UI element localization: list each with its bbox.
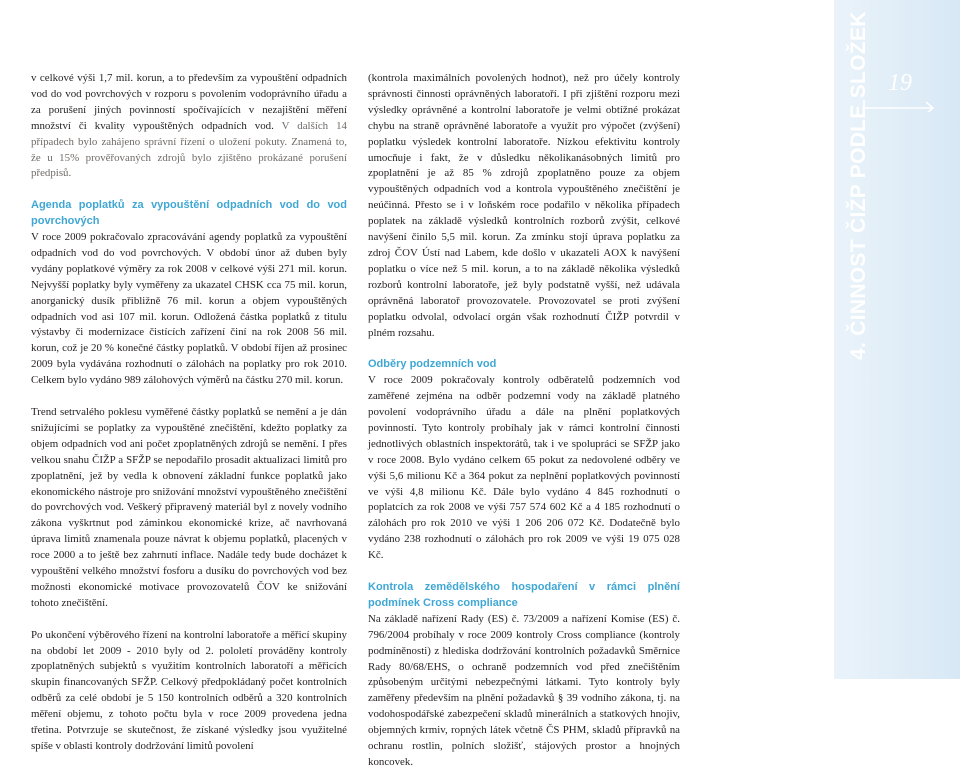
section-heading: Kontrola zemědělského hospodaření v rámci plnění podmínek Cross compliance [368, 580, 680, 609]
paragraph: Trend setrvalého poklesu vyměřené částky poplatků se nemění a je dán snižujícími se poplatky za vypouštěné znečištění, kdežto poplatky za objem odpadních vod ani počet zpoplatněných zdrojů se nemění. I přes velkou snahu ČIŽP a SFŽP se nepodařilo prosadit aktualizaci limitů pro zpoplatnění, jež by vedla k obnovení základní funkce poplatků jako ekonomického nástroje pro snižování množství vypouštěného znečištění do povrchových vod. Veškerý připravený materiál byl z novely vodního zákona vyškrtnut pod záminkou ekonomické krize, ač navrhovaná úprava limitů znamenala pouze návrat k objemu poplatků, placených v roce 2000 a to ještě bez zahrnutí inflace. Nadále tedy bude docházet k vypouštění velkého množství fosforu a dusíku do povrchových vod bez možnosti ekonomické motivace provozovatelů ČOV ke snižování tohoto znečištění. [31, 406, 347, 609]
paragraph-text-muted: V dalších 14 případech bylo zahájeno správní řízení o uložení pokuty. Znamená to, že u 15% prověřovaných zdrojů bylo zjištěno prokázané porušení předpisů. [31, 119, 347, 180]
paragraph: Po ukončení výběrového řízení na kontrolní laboratoře a měřicí skupiny na období let 2009 - 2010 byly od 2. pololetí prováděny kontroly zpoplatněných subjektů s využitím kontrolních laboratoří a měřicích skupin financovaných SFŽP. Celkový předpokládaný počet kontrolních odběrů za celé období je 5 150 kontrolních odběrů a 320 kontrolních měření objemu, z tohoto počtu byla v roce 2009 provedena jedna třetina. Potvrzuje se skutečnost, že získané výsledky jsou využitelné spíše v oblasti kontroly dodržování limitů povolení [31, 628, 347, 753]
left-column [31, 71, 347, 755]
right-column [368, 71, 680, 771]
paragraph-text: v celkové výši 1,7 mil. korun, a to především za vypouštění odpadních vod do vod povrchových v rozporu s povolením vodoprávního úřadu a za porušení jiných povinností spočívajících v nezajištění měření množství či kvality vypouštěných odpadních vod. [31, 72, 347, 132]
arrow-icon [862, 96, 940, 112]
paragraph: V roce 2009 pokračovalo zpracovávání agendy poplatků za vypouštění odpadních vod do vod povrchových. V období únor až duben byly vydány poplatkové výměry za rok 2008 v celkové výši 271 mil. korun. Nejvyšší poplatky byly vyměřeny za ukazatel CHSK cca 75 mil. korun, anorganický dusík přibližně 76 mil. korun a objem vypouštěných odpadních vod asi 107 mil. korun. Odložená částka poplatků z titulu výstavby či modernizace čistících zařízení činí na rok 2008 56 mil. korun, což je 20 % konečné částky poplatků. V období říjen až prosinec 2009 byla vydávána rozhodnutí o zálohách na poplatky pro rok 2010. Celkem bylo vydáno 989 zálohových výměrů na částku 270 mil. korun. [31, 231, 347, 387]
paragraph: V roce 2009 pokračovaly kontroly odběratelů podzemních vod zaměřené zejména na odběr podzemní vody na základě platného povolení vodoprávního úřadu a dále na plnění poplatkových povinností. Tyto kontroly probíhaly jak v rámci kontrolní činnosti jednotlivých oblastních inspektorátů, tak i ve spolupráci se SFŽP jako v roce 2008. Bylo vydáno celkem 65 pokut za nedovolené odběry ve výši 5,6 milionu Kč a 364 pokut za neplnění poplatkových povinností ve výši 4,8 milionu Kč. Dále bylo vydáno 4 845 rozhodnutí o poplatcích za rok 2008 ve výši 757 574 602 Kč a 4 185 rozhodnutí o zálohách pro rok 2010 ve výši 1 206 206 072 Kč. Dodatečně bylo vydáno 238 rozhodnutí o zálohách pro rok 2009 ve výši 19 075 028 Kč. [368, 374, 680, 562]
paragraph: Na základě nařízení Rady (ES) č. 73/2009 a nařízení Komise (ES) č. 796/2004 probíhaly v roce 2009 kontroly Cross compliance (kontroly podmíněnosti) z hlediska dodržování kontrolních požadavků Směrnice Rady 80/68/EHS, o ochraně podzemních vod před znečištěním způsobeným určitými nebezpečnými látkami. Tyto kontroly byly zaměřeny především na plnění požadavků § 39 vodního zákona, tj. na vodohospodářské zabezpečení skladů minerálních a statkových hnojiv, objemných krmiv, ropných látek včetně ČS PHM, skladů přípravků na ochranu rostlin, polních složišť, stájových prostor a hnojných koncovek. [368, 612, 680, 768]
chapter-title-vertical: 4. ČINNOST ČIŽP PODLE SLOŽEK [847, 11, 870, 360]
section-heading: Odběry podzemních vod [368, 358, 497, 371]
paragraph [31, 71, 347, 182]
section-heading: Agenda poplatků za vypouštění odpadních vod do vod povrchových [31, 199, 347, 228]
paragraph: (kontrola maximálních povolených hodnot), než pro účely kontroly správnosti činnosti oprávněných laboratoří. I při zjištění rozporu mezi výsledky oprávněné a kontrolní laboratoře je velmi obtížné prokázat chybu na straně oprávněné laboratoře a využít pro výpočet (zvýšení) poplatku výsledek kontrolní laboratoře. Nízkou efektivitu kontroly umocňuje i fakt, že v důsledku několikanásobných limitů pro zpoplatnění je až 85 % zdrojů zpoplatněno pouze za objem vypouštěných odpadních vod a kontrola vypouštěného znečištění je neúčinná. Přesto se i v loňském roce podařilo v několika případech poplatek na základě výsledků kontrolních rozborů zvýšit, celkové navýšení činilo 5,5 mil. korun. Za zmínku stojí úprava poplatku za zdroj ČOV Ústí nad Labem, kde došlo v ukazateli AOX k navýšení poplatku o více než 5 mil. korun, a to na základě několika výsledků rozborů kontrolní laboratoře, jež byly podstatně vyšší, než udávala oprávněná laboratoř provozovatele. Provozovatel se proti zvýšení poplatku odvolal, odvolací orgán však rozhodnutí ČIŽP potvrdil v plném rozsahu. [368, 72, 680, 339]
page-number: 19 [888, 70, 912, 96]
